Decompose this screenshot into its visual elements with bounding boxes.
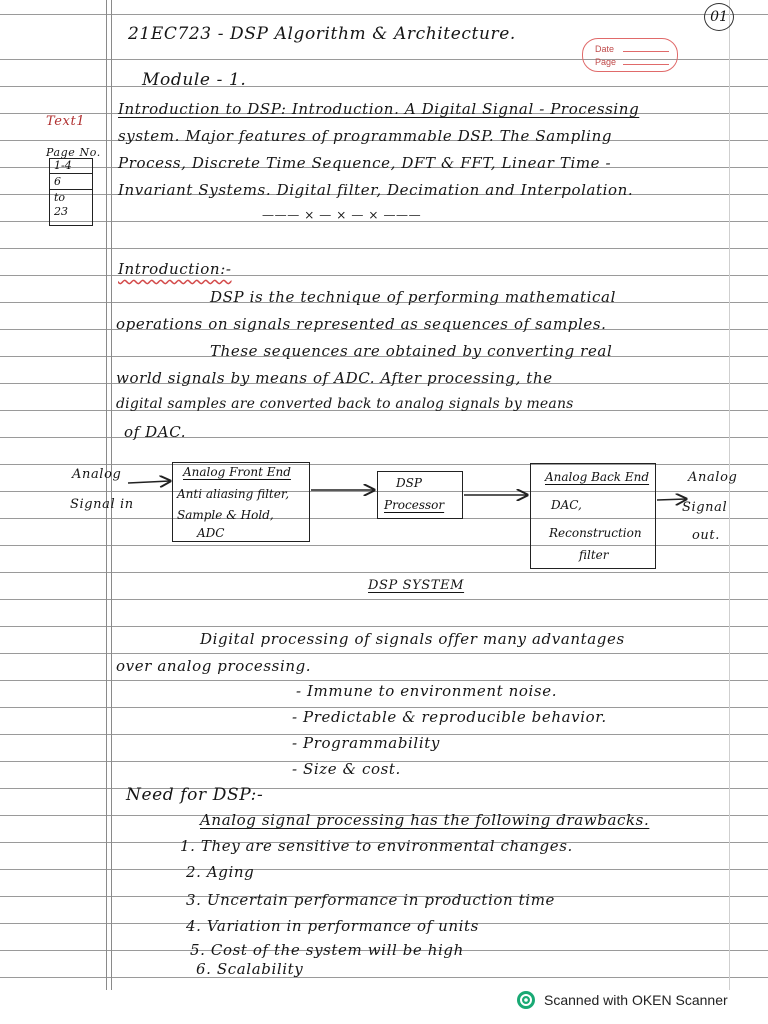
advantage-item: - Immune to environment noise. (296, 682, 558, 700)
dsp-title: DSP (396, 476, 422, 490)
advantages-line: Digital processing of signals offer many advantages (200, 630, 625, 648)
need-heading: Need for DSP:- (126, 785, 264, 805)
page-box-row: 6 (54, 175, 61, 188)
back-end-text: Reconstruction (549, 526, 642, 540)
page-box-row: to (54, 191, 66, 204)
need-item: 1. They are sensitive to environmental changes. (180, 837, 573, 855)
dsp-text: Processor (384, 498, 445, 512)
page-box-row: 1-4 (54, 159, 72, 172)
course-title: 21EC723 - DSP Algorithm & Architecture. (128, 24, 516, 44)
need-intro: Analog signal processing has the following drawbacks. (200, 811, 650, 829)
arrow-out (657, 499, 686, 500)
back-end-text: filter (579, 548, 609, 562)
front-end-title: Analog Front End (183, 465, 291, 479)
need-item: 6. Scalability (196, 960, 304, 978)
module-heading: Module - 1. (142, 70, 247, 90)
advantage-item: - Programmability (292, 734, 440, 752)
back-end-text: DAC, (551, 498, 582, 512)
analog-out-label: out. (692, 528, 720, 543)
intro-line: world signals by means of ADC. After processing, the (116, 369, 553, 387)
page-box-title: Page No. (46, 146, 101, 159)
textbook-label: Text1 (46, 114, 86, 129)
analog-out-label: Signal (682, 500, 728, 515)
scanner-watermark (516, 988, 728, 1012)
intro-line: operations on signals represented as sequences of samples. (116, 315, 607, 333)
front-end-text: ADC (197, 526, 225, 540)
advantages-line: over analog processing. (116, 657, 312, 675)
need-item: 3. Uncertain performance in production time (186, 891, 556, 909)
advantage-item: - Predictable & reproducible behavior. (292, 708, 607, 726)
analog-in-label: Analog (72, 467, 122, 482)
back-end-title: Analog Back End (545, 470, 650, 484)
introduction-heading: Introduction:- (118, 260, 232, 278)
separator: ——— × — × — × ——— (262, 208, 422, 222)
scanner-text: Scanned with OKEN Scanner (544, 992, 728, 1008)
advantage-item: - Size & cost. (292, 760, 401, 778)
arrow-in (128, 481, 170, 483)
intro-line: of DAC. (124, 423, 187, 441)
intro-line: These sequences are obtained by converting real (210, 342, 613, 360)
syllabus-line: Process, Discrete Time Sequence, DFT & FFT, Linear Time - (118, 154, 612, 172)
need-item: 2. Aging (186, 863, 255, 881)
oken-scanner-icon (516, 990, 536, 1010)
syllabus-line: system. Major features of programmable DSP. The Sampling (118, 127, 613, 145)
page-number: 01 (704, 3, 734, 31)
need-item: 4. Variation in performance of units (186, 917, 479, 935)
intro-line: digital samples are converted back to analog signals by means (116, 396, 574, 412)
intro-line: DSP is the technique of performing mathematical (210, 288, 616, 306)
syllabus-line: Introduction to DSP: Introduction. A Digital Signal - Processing (118, 100, 640, 118)
front-end-text: Sample & Hold, (177, 508, 274, 522)
syllabus-line: Invariant Systems. Digital filter, Decimation and Interpolation. (118, 181, 634, 199)
analog-out-label: Analog (688, 470, 738, 485)
page-box-row: 23 (54, 205, 68, 218)
analog-in-label: Signal in (70, 497, 134, 512)
need-item: 5. Cost of the system will be high (190, 941, 464, 959)
date-label: Date (595, 44, 615, 54)
diagram-caption: DSP SYSTEM (368, 578, 465, 593)
front-end-text: Anti aliasing filter, (177, 487, 290, 501)
page-label: Page (595, 57, 617, 67)
